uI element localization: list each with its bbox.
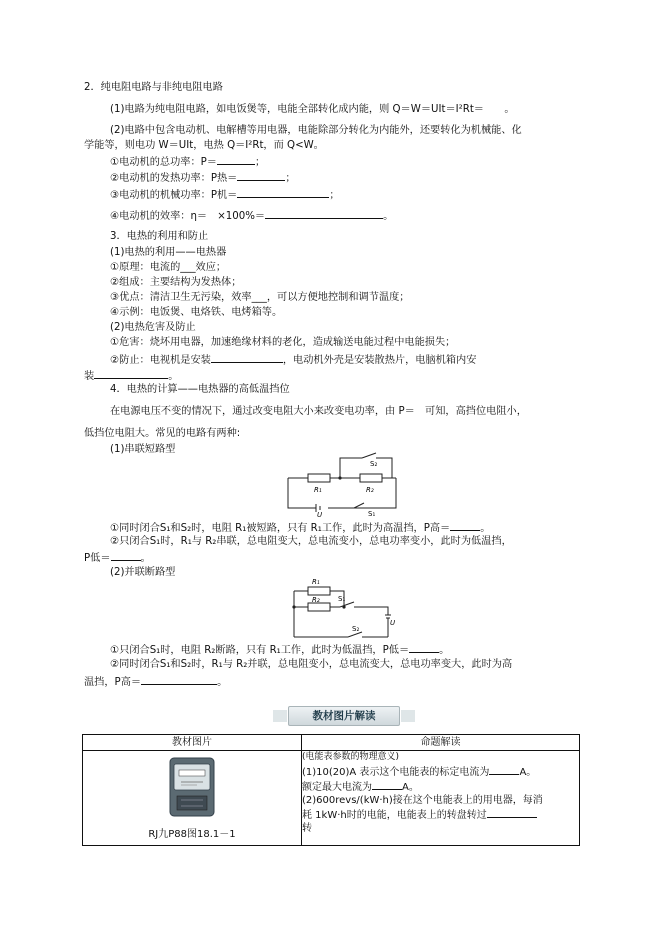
section3-l7: ①危害：烧坏用电器，加速绝缘材料的老化，造成输送电能过程中电能损失； [110,337,456,348]
table-r3-label: 额定最大电流为 [302,782,372,793]
circuit2-b: ②同时闭合S₁和S₂时，R₁与 R₂并联，总电阻变小，总电流变大，总电功率变大，此时为高 [110,659,513,670]
section3-l2: ①原理：电流的___效应； [110,262,227,273]
parallel-open-circuit-diagram [288,573,398,643]
section4-p2: 低挡位电阻大。常见的电路有两种: [84,428,241,439]
table-r2 [302,764,579,779]
table-r3 [302,779,579,794]
section3-l8-label: ②防止：电视机是安装 [110,355,211,366]
answer-blank[interactable] [111,550,141,561]
answer-blank[interactable] [450,520,480,531]
answer-blank[interactable] [409,642,439,653]
answer-blank[interactable] [217,154,255,165]
textbook-image-table [82,734,580,846]
motor-mech-power [110,187,610,202]
answer-blank[interactable] [141,674,217,685]
section3-l8b: ，电动机外壳是安装散热片，电脑机箱内安 [282,355,477,366]
punct: 。 [480,523,491,534]
section3-l6: (2)电热危害及防止 [110,322,196,333]
section3-l1: (1)电热的利用——电热器 [110,247,227,258]
section4-p1: 在电源电压不变的情况下，通过改变电阻大小来改变电功率，由 P＝ 可知，高挡位电阻小， [110,406,527,417]
punct: 。 [439,645,450,656]
answer-blank[interactable] [265,208,383,219]
answer-blank[interactable] [211,352,283,363]
series-short-circuit-diagram [284,452,404,518]
circuit2-title: (2)并联断路型 [110,567,176,578]
s1-label-2: S₁ [338,595,346,603]
table-r6: 转 [302,823,312,834]
punct: 。 [168,371,179,382]
table-r1: (电能表参数的物理意义) [302,752,400,762]
s2-label-2: S₂ [352,625,360,633]
motor-heat-power-label: ②电动机的发热功率：P热＝ [110,173,238,184]
section3-title: 3．电热的利用和防止 [110,231,209,242]
section2-p1: (1)电路为纯电阻电路，如电饭煲等，电能全部转化成内能，则 Q＝W＝UIt＝I²Rt＝ 。 [110,104,515,115]
punct: 。 [383,211,394,222]
answer-blank[interactable] [237,187,329,198]
table-image-caption: RJ九P88图18.1－1 [148,829,236,840]
motor-heat-power [110,170,610,185]
motor-total-power-label: ①电动机的总功率：P＝ [110,157,217,168]
section3-l3: ②组成：主要结构为发热体； [110,277,242,288]
circuit2-a [110,642,610,657]
answer-blank[interactable] [487,807,537,818]
motor-total-power [110,154,610,169]
circuit1-title: (1)串联短路型 [110,444,176,455]
table-r2-label: (1)10(20)A 表示这个电能表的标定电流为 [302,767,490,778]
motor-mech-power-label: ③电动机的机械功率：P机＝ [110,190,238,201]
table-image-cell [83,751,302,846]
textbook-image-banner: 教材图片解读 [288,706,400,726]
answer-blank[interactable] [489,764,519,775]
punct: ； [329,190,340,201]
section3-l9-label: 装 [84,371,95,382]
s2-label: S₂ [370,460,378,468]
r2-label: R₂ [366,486,374,494]
circuit1-a-label: ①同时闭合S₁和S₂时，电阻 R₁被短路，只有 R₁工作，此时为高温挡，P高＝ [110,523,451,534]
circuit2-c-label: 温挡，P高＝ [84,677,142,688]
punct: 。 [217,677,228,688]
answer-blank[interactable] [237,170,285,181]
table-header-image: 教材图片 [83,735,302,751]
s1-label: S₁ [368,510,376,518]
electric-meter-icon [167,756,217,818]
circuit1-b: ②只闭合S₁时，R₁与 R₂串联，总电阻变大，总电流变小，总电功率变小，此时为低温挡， [110,536,512,547]
r1-label-2: R₁ [312,578,320,586]
u-label-2: U [390,619,396,627]
r1-label: R₁ [314,486,322,494]
section2-p2b: 学能等，则电功 W＝UIt，电热 Q＝I²Rt，而 Q<W。 [84,140,324,151]
circuit1-c-label: P低＝ [84,553,111,564]
motor-efficiency-label: ④电动机的效率：η＝ ×100%＝ [110,211,266,222]
u-label: U [317,511,323,518]
answer-blank[interactable] [94,368,168,379]
r2-label-2: R₂ [312,596,320,604]
motor-efficiency [110,208,610,223]
punct: 。 [140,553,151,564]
unit: A。 [519,767,537,778]
section3-l4: ③优点：清洁卫生无污染，效率___，可以方便地控制和调节温度； [110,292,410,303]
table-header-interpretation: 命题解读 [302,735,580,751]
table-interpretation-cell [302,751,580,846]
section2-title: 2．纯电阻电路与非纯电阻电路 [84,82,223,93]
punct: ； [254,157,266,168]
circuit1-c [84,550,584,565]
circuit2-c [84,674,584,689]
answer-blank[interactable] [372,779,402,790]
unit: A。 [402,782,419,793]
table-r5-label: 耗 1kW·h时的电能，电能表上的转盘转过 [302,810,487,821]
section3-l8 [110,352,610,367]
table-r5 [302,807,579,822]
table-r4: (2)600revs/(kW·h)接在这个电能表上的用电器，每消 [302,795,543,806]
punct: ； [285,173,296,184]
circuit2-a-label: ①只闭合S₁时，电阻 R₂断路，只有 R₁工作，此时为低温挡，P低＝ [110,645,410,656]
section2-p2a: (2)电路中包含电动机、电解槽等用电器，电能除部分转化为内能外，还要转化为机械能、化 [110,125,522,136]
section3-l5: ④示例：电饭煲、电烙铁、电烤箱等。 [110,307,283,318]
section3-l9 [84,368,584,383]
section4-title: 4．电热的计算——电热器的高低温挡位 [110,384,290,395]
circuit1-a [110,520,610,535]
